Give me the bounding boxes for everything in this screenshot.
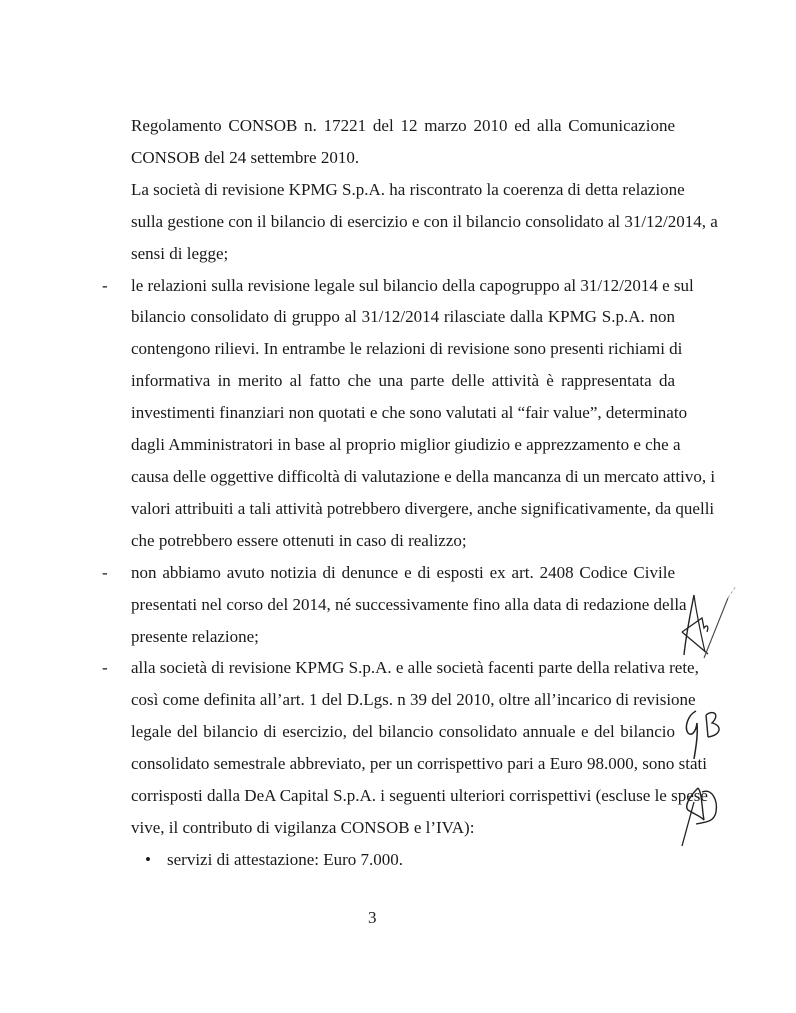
dash-marker: -: [102, 562, 108, 582]
page-number: 3: [368, 908, 377, 927]
text-line: le relazioni sulla revisione legale sul bilancio della capogruppo al 31/12/2014 e sul: [131, 275, 694, 295]
text-line: CONSOB del 24 settembre 2010.: [131, 147, 360, 167]
text-line: bilancio consolidato di gruppo al 31/12/2014 rilasciate dalla KPMG S.p.A. non: [131, 307, 675, 327]
text-line: consolidato semestrale abbreviato, per un corrispettivo pari a Euro 98.000, sono stati: [131, 754, 707, 774]
text-line: legale del bilancio di esercizio, del bilancio consolidato annuale e del bilancio: [131, 722, 675, 742]
text-line: sulla gestione con il bilancio di esercizio e con il bilancio consolidato al 31/12/2014, a: [131, 211, 718, 231]
text-line: vive, il contributo di vigilanza CONSOB e l’IVA):: [131, 817, 475, 837]
text-line: informativa in merito al fatto che una parte delle attività è rappresentata da: [131, 371, 675, 391]
list-item-fees: [102, 652, 708, 843]
bullet-marker: •: [145, 849, 151, 869]
intro-paragraph: [131, 110, 675, 174]
bullet-text: servizi di attestazione: Euro 7.000.: [167, 849, 404, 869]
text-line: sensi di legge;: [131, 243, 229, 263]
signature-initials-3: [678, 780, 728, 850]
text-line: investimenti finanziari non quotati e che sono valutati al “fair value”, determinato: [131, 403, 688, 423]
list-item-audit-reports: [102, 270, 716, 557]
text-line: non abbiamo avuto notizia di denunce e di esposti ex art. 2408 Codice Civile: [131, 562, 675, 582]
text-line: presente relazione;: [131, 626, 259, 646]
text-line: valori attribuiti a tali attività potrebbero divergere, anche significativamente, da quelli: [131, 498, 715, 518]
body-text: [102, 110, 718, 876]
text-line: contengono rilievi. In entrambe le relazioni di revisione sono presenti richiami di: [131, 339, 683, 359]
list-item-complaints: [102, 557, 687, 653]
text-line: La società di revisione KPMG S.p.A. ha riscontrato la coerenza di detta relazione: [131, 179, 685, 199]
bullet-item-attestation: [131, 844, 675, 876]
signature-initials-2: [680, 705, 730, 765]
text-line: presentati nel corso del 2014, né successivamente fino alla data di redazione della: [131, 594, 687, 614]
signature-initials-1: [680, 580, 740, 665]
dash-marker: -: [102, 275, 108, 295]
text-line: Regolamento CONSOB n. 17221 del 12 marzo 2010 ed alla Comunicazione: [131, 116, 675, 135]
text-line: corrisposti dalla DeA Capital S.p.A. i seguenti ulteriori corrispettivi (escluse le spese: [131, 786, 708, 806]
text-line: così come definita all’art. 1 del D.Lgs. n 39 del 2010, oltre all’incarico di revisione: [131, 690, 696, 710]
text-line: alla società di revisione KPMG S.p.A. e alle società facenti parte della relativa rete,: [131, 658, 699, 678]
text-line: che potrebbero essere ottenuti in caso di realizzo;: [131, 530, 467, 550]
dash-marker: -: [102, 658, 108, 678]
text-line: dagli Amministratori in base al proprio miglior giudizio e apprezzamento e che a: [131, 435, 681, 455]
text-line: causa delle oggettive difficoltà di valutazione e della mancanza di un mercato attivo, i: [131, 466, 716, 486]
kpmg-coherence-paragraph: [131, 174, 718, 270]
